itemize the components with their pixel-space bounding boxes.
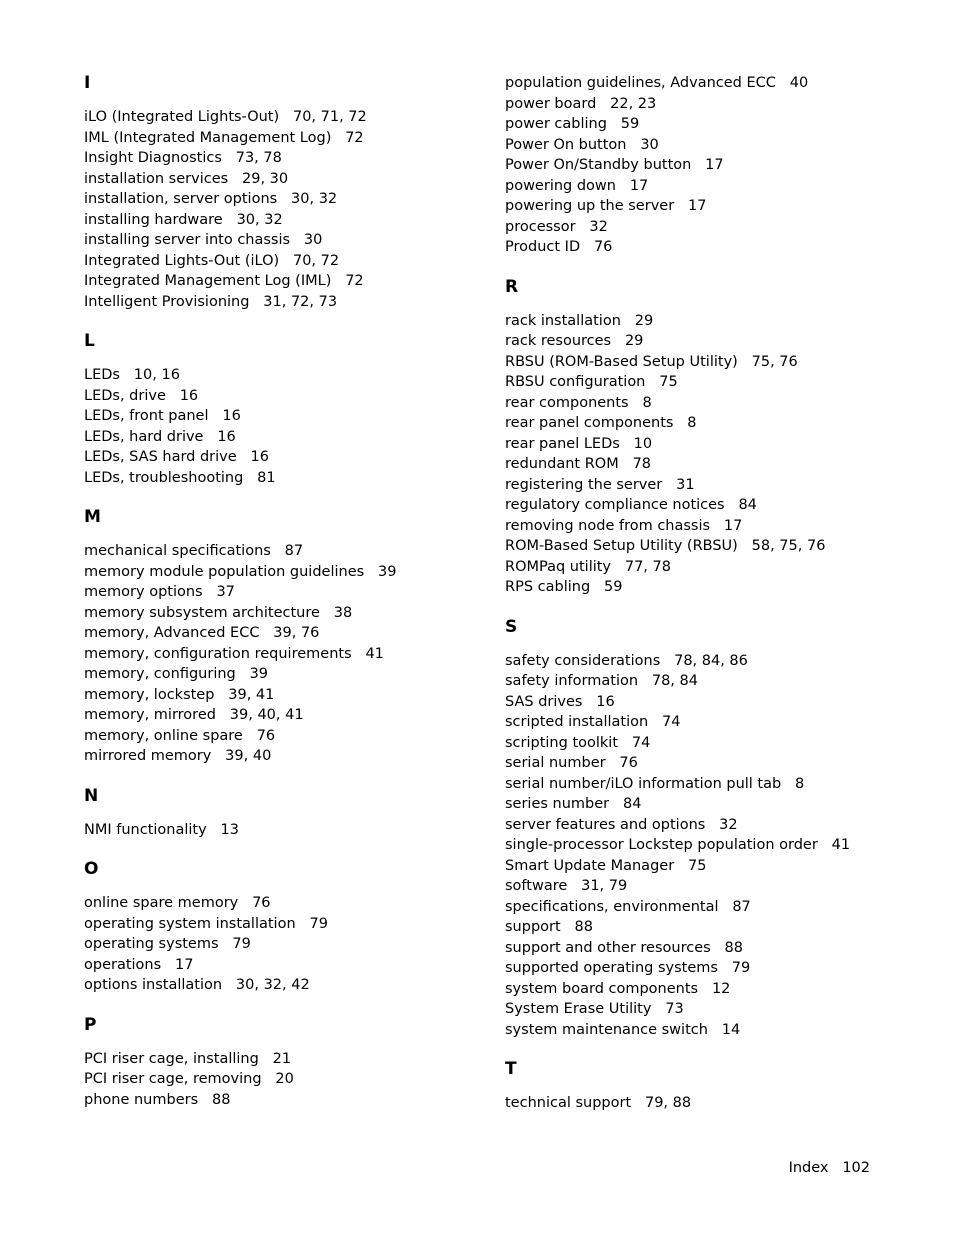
index-term: phone numbers [84, 1091, 199, 1108]
index-entry [505, 577, 925, 598]
page-references: 70, 72 [292, 252, 340, 269]
page-references: 88 [574, 919, 593, 935]
index-term: server features and options [505, 816, 706, 833]
page-references: 74 [662, 714, 681, 730]
page-references: 29, 30 [242, 170, 289, 187]
index-entry [505, 413, 925, 434]
index-entry [84, 746, 484, 767]
index-entry [84, 189, 484, 210]
index-term: IML (Integrated Management Log) [84, 129, 332, 146]
page-references: 41 [365, 645, 384, 662]
index-term: PCI riser cage, removing [84, 1071, 262, 1087]
page-references: 8 [795, 775, 805, 792]
index-term: ROMPaq utility [505, 558, 612, 575]
index-term: regulatory compliance notices [505, 497, 725, 513]
index-term: registering the server [505, 476, 663, 493]
page-references: 30 [303, 232, 323, 248]
index-entry [505, 897, 925, 918]
index-term: safety information [505, 673, 639, 689]
page-references: 16 [596, 693, 615, 710]
index-entry [84, 251, 484, 272]
index-entry [505, 114, 925, 135]
page-references: 84 [622, 796, 642, 812]
index-term: redundant ROM [505, 456, 619, 472]
index-term: memory, lockstep [84, 686, 215, 703]
page-references: 31 [676, 476, 695, 493]
page-references: 30, 32, 42 [235, 977, 310, 993]
page-references: 29 [624, 333, 644, 349]
index-term: RPS cabling [505, 579, 591, 595]
page-references: 32 [589, 218, 608, 235]
index-term: Integrated Management Log (IML) [84, 273, 332, 289]
page-references: 73, 78 [235, 150, 282, 166]
page-references: 70, 71, 72 [292, 109, 367, 125]
index-entry [505, 176, 925, 197]
index-term: options installation [84, 977, 223, 993]
index-section [505, 617, 925, 1041]
section-letter-heading: R [505, 276, 519, 297]
footer-label: Index [788, 1160, 829, 1176]
section-letter-heading: N [84, 785, 99, 806]
index-entry [505, 372, 925, 393]
index-entry [505, 733, 925, 754]
index-term: SAS drives [505, 693, 583, 710]
page-number: 102 [842, 1160, 870, 1176]
index-term: memory, configuring [84, 666, 236, 682]
index-term: powering down [505, 177, 616, 194]
section-letter-heading: I [84, 73, 91, 93]
index-term: iLO (Integrated Lights-Out) [84, 109, 280, 125]
section-letter-heading: L [84, 331, 95, 351]
page-references: 22, 23 [610, 95, 657, 112]
index-term: system maintenance switch [505, 1021, 708, 1038]
page-references: 78, 84, 86 [674, 652, 748, 669]
index-entry [505, 94, 925, 115]
section-letter-heading: O [84, 859, 99, 879]
index-term: memory, mirrored [84, 707, 216, 723]
page-references: 88 [211, 1091, 231, 1108]
page-references: 76 [593, 239, 613, 255]
index-term: LEDs, troubleshooting [84, 469, 244, 486]
page-references: 17 [705, 157, 724, 173]
page-references: 37 [216, 584, 235, 600]
index-section [505, 73, 925, 258]
index-entry [505, 692, 925, 713]
index-entry [505, 753, 925, 774]
page-references: 39 [378, 563, 397, 580]
index-term: safety considerations [505, 652, 661, 669]
index-entry [505, 557, 925, 578]
index-term: memory options [84, 584, 203, 600]
index-entry [84, 893, 484, 914]
page-references: 78, 84 [651, 673, 698, 689]
index-entry [505, 196, 925, 217]
index-term: Power On/Standby button [505, 157, 692, 173]
index-term: rear panel LEDs [505, 435, 620, 452]
page-references: 75 [659, 374, 678, 390]
page-references: 87 [732, 898, 751, 915]
page-references: 58, 75, 76 [751, 538, 826, 554]
index-term: Smart Update Manager [505, 857, 675, 874]
index-section [84, 786, 484, 841]
page-references: 79 [232, 936, 251, 952]
index-term: PCI riser cage, installing [84, 1050, 259, 1067]
page-references: 14 [721, 1021, 741, 1038]
page-references: 74 [631, 734, 651, 751]
index-term: rear components [505, 394, 629, 411]
index-term: LEDs, drive [84, 387, 166, 404]
index-entry [505, 938, 925, 959]
page-references: 32 [719, 816, 738, 833]
index-section [84, 507, 484, 767]
index-entry [505, 917, 925, 938]
index-term: mechanical specifications [84, 543, 271, 559]
index-section [84, 331, 484, 488]
page-references: 79, 88 [644, 1095, 692, 1111]
page-references: 59 [603, 579, 623, 595]
page-references: 78 [632, 456, 652, 472]
index-entry [84, 582, 484, 603]
index-entry [505, 712, 925, 733]
index-entry [505, 135, 925, 156]
index-entry [84, 955, 484, 976]
page-references: 39, 40 [225, 748, 272, 764]
index-section [84, 859, 484, 996]
page-references: 10, 16 [133, 367, 180, 383]
index-entry [84, 1049, 484, 1070]
index-entry [505, 856, 925, 877]
page-references: 16 [250, 449, 269, 465]
page-references: 76 [619, 755, 638, 771]
index-entry [84, 644, 484, 665]
index-term: support [505, 919, 561, 935]
index-term: scripted installation [505, 714, 649, 730]
page-references: 16 [222, 408, 241, 424]
index-entry [84, 427, 484, 448]
index-entry [84, 406, 484, 427]
index-term: memory subsystem architecture [84, 604, 320, 621]
page-references: 39, 41 [228, 686, 275, 703]
index-entry [505, 999, 925, 1020]
index-term: Intelligent Provisioning [84, 293, 250, 310]
index-term: Product ID [505, 239, 581, 255]
index-entry [84, 1069, 484, 1090]
section-letter-heading: S [505, 616, 518, 637]
index-entry [505, 979, 925, 1000]
index-entry [505, 958, 925, 979]
index-entry [505, 536, 925, 557]
index-term: population guidelines, Advanced ECC [505, 75, 776, 91]
index-term: ROM-Based Setup Utility (RBSU) [505, 538, 738, 554]
index-term: supported operating systems [505, 960, 718, 976]
index-term: LEDs, SAS hard drive [84, 449, 237, 465]
index-term: operations [84, 956, 162, 973]
index-entry [84, 562, 484, 583]
page-references: 16 [217, 428, 236, 445]
index-entry [84, 468, 484, 489]
index-entry [505, 311, 925, 332]
index-entry [505, 73, 925, 94]
index-term: RBSU configuration [505, 374, 646, 390]
index-entry [84, 447, 484, 468]
index-term: operating systems [84, 936, 219, 952]
index-term: power board [505, 95, 597, 112]
index-term: rack installation [505, 312, 621, 329]
index-entry [505, 794, 925, 815]
index-term: installation services [84, 170, 229, 187]
page-references: 17 [688, 198, 707, 214]
index-term: RBSU (ROM-Based Setup Utility) [505, 353, 738, 370]
index-term: memory, online spare [84, 727, 243, 744]
index-term: LEDs, hard drive [84, 428, 204, 445]
index-entry [84, 664, 484, 685]
page-references: 39, 40, 41 [229, 707, 304, 723]
index-term: System Erase Utility [505, 1001, 652, 1017]
page-references: 12 [711, 980, 731, 997]
index-entry [505, 651, 925, 672]
index-term: installing hardware [84, 211, 223, 228]
index-entry [84, 292, 484, 313]
index-entry [505, 352, 925, 373]
page-references: 39, 76 [273, 625, 320, 641]
page-references: 75 [687, 857, 707, 874]
index-term: series number [505, 796, 610, 812]
page-references: 38 [333, 604, 353, 621]
index-term: memory module population guidelines [84, 563, 365, 580]
index-term: processor [505, 218, 576, 235]
page-references: 76 [252, 895, 271, 911]
index-entry [84, 230, 484, 251]
page-references: 72 [345, 129, 364, 146]
index-entry [84, 541, 484, 562]
page-references: 8 [642, 394, 652, 411]
page-footer [789, 1158, 870, 1178]
page-references: 39 [249, 666, 269, 682]
index-entry [84, 1090, 484, 1111]
page-references: 84 [738, 497, 757, 513]
index-entry [84, 685, 484, 706]
page-references: 20 [275, 1071, 294, 1087]
index-section [84, 73, 484, 312]
index-term: mirrored memory [84, 748, 212, 764]
index-entry [505, 1020, 925, 1041]
index-term: serial number/iLO information pull tab [505, 775, 782, 792]
index-entry [505, 475, 925, 496]
index-term: power cabling [505, 116, 607, 132]
index-entry [505, 516, 925, 537]
index-entry [84, 148, 484, 169]
index-entry [84, 603, 484, 624]
index-term: powering up the server [505, 198, 675, 214]
page-references: 31, 72, 73 [263, 293, 338, 310]
page-references: 73 [665, 1001, 684, 1017]
index-entry [505, 434, 925, 455]
index-term: rear panel components [505, 415, 674, 431]
index-entry [505, 671, 925, 692]
index-term: Integrated Lights-Out (iLO) [84, 252, 280, 269]
index-entry [84, 705, 484, 726]
section-letter-heading: P [84, 1014, 97, 1035]
page-references: 30 [640, 136, 659, 153]
index-term: single-processor Lockstep population order [505, 837, 818, 853]
index-term: online spare memory [84, 895, 239, 911]
index-entry [505, 1093, 925, 1114]
page-references: 30, 32 [236, 211, 283, 228]
page-references: 59 [620, 116, 640, 132]
index-entry [84, 914, 484, 935]
index-entry [505, 495, 925, 516]
index-entry [84, 820, 484, 841]
index-term: Insight Diagnostics [84, 150, 222, 166]
page-references: 31, 79 [581, 878, 628, 894]
index-entry [505, 237, 925, 258]
index-entry [84, 386, 484, 407]
page-references: 17 [175, 956, 194, 973]
index-entry [505, 454, 925, 475]
index-entry [84, 271, 484, 292]
page-references: 79 [309, 915, 328, 932]
index-entry [84, 210, 484, 231]
index-entry [505, 876, 925, 897]
page-references: 41 [831, 837, 851, 853]
index-entry [505, 217, 925, 238]
index-entry [505, 815, 925, 836]
page-references: 8 [687, 415, 697, 431]
index-entry [505, 393, 925, 414]
index-entry [84, 934, 484, 955]
page-references: 77, 78 [624, 558, 671, 575]
page-references: 79 [731, 960, 751, 976]
index-term: NMI functionality [84, 821, 207, 838]
index-term: Power On button [505, 136, 627, 153]
index-term: specifications, environmental [505, 898, 719, 915]
index-term: LEDs, front panel [84, 408, 209, 424]
index-entry [84, 623, 484, 644]
index-entry [505, 155, 925, 176]
page-references: 76 [256, 727, 276, 744]
page-references: 30, 32 [291, 191, 338, 207]
page-references: 72 [345, 273, 364, 289]
index-entry [84, 107, 484, 128]
index-term: operating system installation [84, 915, 296, 932]
index-term: software [505, 878, 568, 894]
page-references: 87 [284, 543, 304, 559]
index-entry [505, 774, 925, 795]
index-term: serial number [505, 755, 606, 771]
section-letter-heading: T [505, 1059, 517, 1079]
index-entry [84, 169, 484, 190]
index-entry [84, 128, 484, 149]
index-entry [84, 726, 484, 747]
index-section [84, 1015, 484, 1111]
index-term: support and other resources [505, 939, 711, 956]
index-term: memory, configuration requirements [84, 645, 352, 662]
page-references: 88 [724, 939, 743, 956]
index-term: memory, Advanced ECC [84, 625, 260, 641]
page-references: 21 [272, 1050, 292, 1067]
section-letter-heading: M [84, 507, 101, 527]
index-entry [84, 975, 484, 996]
page-references: 16 [179, 387, 199, 404]
index-term: rack resources [505, 333, 612, 349]
index-entry [505, 835, 925, 856]
index-section [505, 277, 925, 598]
page-references: 17 [629, 177, 649, 194]
page-references: 29 [634, 312, 654, 329]
index-entry [505, 331, 925, 352]
index-term: LEDs [84, 367, 120, 383]
page-references: 13 [220, 821, 239, 838]
index-term: scripting toolkit [505, 734, 619, 751]
page-references: 10 [633, 435, 653, 452]
page-references: 40 [789, 75, 809, 91]
page-references: 17 [723, 517, 743, 534]
index-term: system board components [505, 980, 699, 997]
index-entry [84, 365, 484, 386]
page-references: 81 [257, 469, 276, 486]
index-column-left [84, 73, 484, 1129]
index-term: installation, server options [84, 191, 278, 207]
page-references: 75, 76 [751, 353, 798, 370]
index-term: installing server into chassis [84, 232, 291, 248]
index-term: technical support [505, 1095, 632, 1111]
index-section [505, 1059, 925, 1114]
index-term: removing node from chassis [505, 517, 711, 534]
index-column-right [505, 73, 925, 1133]
